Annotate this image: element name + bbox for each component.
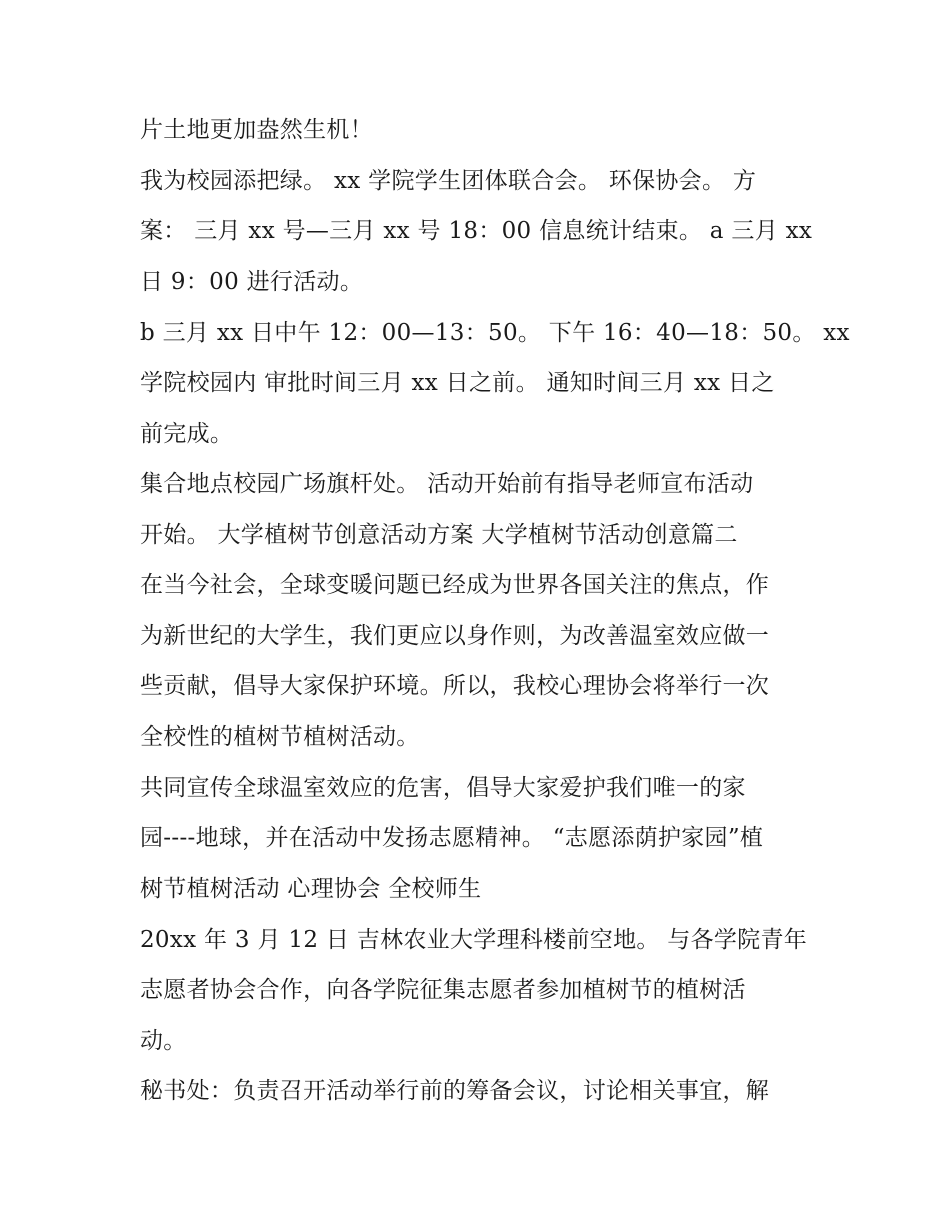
text-line: 开始。 大学植树节创意活动方案 大学植树节活动创意篇二 <box>140 522 738 548</box>
text-line: b 三月 xx 日中午 12：00—13：50。 下午 16：40—18：50。 xx <box>140 320 850 346</box>
text-line: 志愿者协会合作，向各学院征集志愿者参加植树节的植树活 <box>140 977 746 1003</box>
text-line: 为新世纪的大学生，我们更应以身作则，为改善温室效应做一 <box>140 623 770 649</box>
text-line: 树节植树活动 心理协会 全校师生 <box>140 876 482 902</box>
text-line: 全校性的植树节植树活动。 <box>140 724 420 750</box>
text-line: 秘书处：负责召开活动举行前的筹备会议，讨论相关事宜，解 <box>140 1078 770 1104</box>
text-line: 我为校园添把绿。 xx 学院学生团体联合会。 环保协会。 方 <box>140 168 757 194</box>
text-line: 些贡献，倡导大家保护环境。所以，我校心理协会将举行一次 <box>140 673 770 699</box>
text-line: 片土地更加盎然生机！ <box>140 117 373 143</box>
text-line: 学院校园内 审批时间三月 xx 日之前。 通知时间三月 xx 日之 <box>140 370 775 396</box>
text-line: 动。 <box>140 1028 187 1054</box>
text-line: 前完成。 <box>140 421 234 447</box>
text-line: 在当今社会，全球变暖问题已经成为世界各国关注的焦点，作 <box>140 572 770 598</box>
text-line: 集合地点校园广场旗杆处。 活动开始前有指导老师宣布活动 <box>140 471 754 497</box>
text-line: 20xx 年 3 月 12 日 吉林农业大学理科楼前空地。 与各学院青年 <box>140 927 808 953</box>
text-line: 日 9：00 进行活动。 <box>140 269 364 295</box>
text-line: 园----地球，并在活动中发扬志愿精神。 “志愿添荫护家园”植 <box>140 825 764 851</box>
text-line: 共同宣传全球温室效应的危害，倡导大家爱护我们唯一的家 <box>140 775 746 801</box>
text-line: 案： 三月 xx 号—三月 xx 号 18：00 信息统计结束。 a 三月 xx <box>140 218 813 244</box>
